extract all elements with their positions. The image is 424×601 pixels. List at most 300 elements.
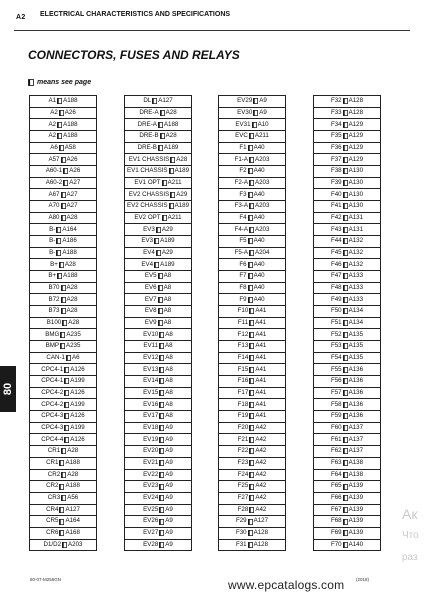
table-row	[30, 131, 96, 143]
book-icon	[64, 367, 69, 373]
chapter-tab	[0, 366, 16, 412]
page-ref-link[interactable]: A130	[348, 178, 364, 186]
page-ref-link[interactable]: A139	[348, 482, 364, 490]
page-ref-link[interactable]: A26	[66, 155, 78, 163]
page-ref-link[interactable]: A9	[165, 447, 173, 455]
book-icon	[159, 343, 164, 349]
connector-code: B-	[49, 248, 56, 256]
page-ref-link[interactable]: A10	[257, 120, 269, 128]
connector-code: DRE-B	[137, 143, 157, 151]
page-ref-link[interactable]: A204	[254, 248, 270, 256]
page-ref-link[interactable]: A128	[253, 529, 269, 537]
table-row	[219, 283, 285, 295]
page-ref-link[interactable]: A9	[165, 540, 173, 548]
page-ref-link[interactable]: A135	[348, 330, 364, 338]
page-ref-link[interactable]: A126	[70, 389, 85, 397]
page-ref-link[interactable]: A8	[165, 377, 173, 385]
page-ref-link[interactable]: A235	[65, 342, 81, 350]
table-row	[219, 224, 285, 236]
page-ref-link[interactable]: A8	[163, 295, 172, 303]
page-title: CONNECTORS, FUSES AND RELAYS	[28, 48, 240, 62]
page-ref-link[interactable]: A29	[161, 248, 173, 256]
page-ref-link[interactable]: A27	[66, 190, 78, 198]
table-row	[219, 341, 285, 353]
page-ref-link[interactable]: A56	[67, 494, 79, 502]
connector-code: DRE-A	[139, 108, 159, 116]
table-row	[314, 294, 380, 306]
book-icon	[159, 519, 164, 525]
page-ref-link[interactable]: A136	[348, 377, 364, 385]
page-ref-link[interactable]: A129	[348, 143, 364, 151]
page-ref-link[interactable]: A126	[70, 365, 85, 373]
connector-code: F8	[239, 283, 247, 291]
page-ref-link[interactable]: A168	[65, 529, 80, 537]
book-icon	[249, 495, 254, 501]
connector-code: EV8	[144, 307, 157, 315]
book-icon	[343, 472, 348, 478]
page-ref-link[interactable]: A129	[348, 132, 364, 140]
connector-code: F29	[235, 517, 247, 525]
page-ref-link[interactable]: A188	[62, 248, 77, 256]
page-ref-link[interactable]: A235	[66, 330, 81, 338]
table-row	[30, 481, 96, 493]
page-ref-link[interactable]: A42	[255, 494, 267, 502]
page-ref-link[interactable]: A41	[255, 412, 267, 420]
table-row	[219, 248, 285, 260]
table-row	[219, 166, 285, 178]
page-ref-link[interactable]: A40	[253, 283, 265, 291]
book-icon	[249, 378, 254, 384]
page-ref-link[interactable]: A8	[165, 354, 173, 362]
table-row	[314, 470, 380, 482]
page-ref-link[interactable]: A211	[254, 132, 269, 140]
header-divider	[14, 30, 410, 31]
page-ref-link[interactable]: A127	[65, 505, 80, 513]
page-ref-link[interactable]: A9	[165, 470, 173, 478]
page-ref-link[interactable]: A28	[165, 132, 177, 140]
page-ref-link[interactable]: A139	[348, 529, 364, 537]
page-ref-link[interactable]: A127	[158, 97, 173, 105]
table-row	[314, 248, 380, 260]
page-ref-link[interactable]: A131	[348, 225, 364, 233]
page-ref-link[interactable]: A188	[63, 97, 78, 105]
page-ref-link[interactable]: A9	[165, 435, 173, 443]
connector-code: F23	[237, 459, 249, 467]
page-ref-link[interactable]: A8	[163, 283, 172, 291]
page-ref-link[interactable]: A40	[253, 237, 265, 245]
table-row	[125, 248, 191, 260]
page-ref-link[interactable]: A9	[165, 494, 173, 502]
page-ref-link[interactable]: A137	[348, 435, 364, 443]
page-ref-link[interactable]: A41	[255, 389, 267, 397]
book-icon	[343, 390, 348, 396]
connector-code: F57	[330, 389, 342, 397]
page-ref-link[interactable]: A28	[66, 295, 78, 303]
table-row	[30, 143, 96, 155]
connector-code: F3	[239, 190, 247, 198]
page-ref-link[interactable]: A42	[255, 435, 267, 443]
book-icon	[159, 437, 164, 443]
page-ref-link[interactable]: A27	[66, 202, 78, 210]
table-row	[30, 283, 96, 295]
page-ref-link[interactable]: A203	[68, 540, 83, 548]
page-ref-link[interactable]: A28	[165, 108, 177, 116]
connector-code: EV11	[143, 342, 159, 350]
page-ref-link[interactable]: A129	[348, 120, 364, 128]
book-icon	[59, 110, 64, 116]
connector-code: EV14	[143, 377, 159, 385]
table-row	[219, 271, 285, 283]
book-icon	[249, 227, 254, 233]
page-ref-link[interactable]: A29	[161, 225, 173, 233]
page-ref-link[interactable]: A203	[254, 202, 270, 210]
table-row	[314, 143, 380, 155]
page-ref-link[interactable]: A9	[165, 482, 173, 490]
table-row	[219, 458, 285, 470]
page-ref-link[interactable]: A41	[255, 330, 267, 338]
connector-code: B100	[46, 319, 62, 326]
page-ref-link[interactable]: A132	[348, 260, 364, 268]
table-row	[314, 353, 380, 365]
book-icon	[248, 542, 253, 548]
table-row	[30, 236, 96, 248]
book-icon	[162, 215, 167, 221]
book-icon	[249, 448, 254, 454]
page-ref-link[interactable]: A136	[348, 365, 364, 373]
page-ref-link[interactable]: A28	[64, 260, 76, 268]
table-row	[314, 119, 380, 131]
page-ref-link[interactable]: A41	[255, 342, 267, 350]
connector-code: BMP	[45, 342, 59, 350]
page-ref-link[interactable]: A135	[348, 354, 364, 362]
page-ref-link[interactable]: A140	[348, 540, 364, 548]
table-row	[219, 213, 285, 225]
page-ref-link[interactable]: A41	[255, 365, 267, 373]
page-ref-link[interactable]: A27	[69, 178, 81, 186]
connector-code: B+	[50, 260, 58, 268]
page-ref-link[interactable]: A189	[174, 202, 190, 210]
table-row	[219, 376, 285, 388]
page-ref-link[interactable]: A203	[254, 178, 270, 186]
connector-code: A80	[48, 213, 60, 221]
page-ref-link[interactable]: A136	[348, 400, 364, 408]
table-row	[30, 540, 96, 552]
table-row	[219, 364, 285, 376]
page-ref-link[interactable]: A40	[253, 143, 265, 151]
page-ref-link[interactable]: A126	[70, 412, 85, 420]
page-ref-link[interactable]: A42	[255, 424, 267, 432]
book-icon	[159, 332, 164, 338]
page-ref-link[interactable]: A188	[63, 120, 78, 128]
table-row	[30, 329, 96, 341]
book-icon	[343, 413, 348, 419]
page-ref-link[interactable]: A199	[70, 377, 85, 385]
book-icon	[248, 519, 253, 525]
table-row	[125, 271, 191, 283]
connector-code: EV1 OPT	[134, 178, 161, 186]
book-icon	[158, 285, 163, 291]
page-ref-link[interactable]: A8	[165, 400, 173, 408]
page-ref-link[interactable]: A8	[165, 330, 173, 338]
connector-code: F15	[237, 365, 249, 373]
page-ref-link[interactable]: A28	[67, 470, 79, 478]
connector-code: F2-A	[234, 178, 248, 186]
page-ref-link[interactable]: A188	[63, 272, 78, 280]
page-ref-link[interactable]: A8	[165, 389, 173, 397]
book-icon	[343, 180, 348, 186]
page-ref-link[interactable]: A41	[255, 319, 267, 326]
page-ref-link[interactable]: A188	[65, 482, 80, 490]
page-ref-link[interactable]: A139	[348, 494, 364, 502]
page-ref-link[interactable]: A203	[254, 155, 270, 163]
page-ref-link[interactable]: A28	[176, 155, 188, 163]
book-icon	[170, 192, 175, 198]
page-ref-link[interactable]: A42	[255, 459, 267, 467]
book-icon	[248, 273, 253, 279]
book-icon	[63, 180, 68, 186]
page-ref-link[interactable]: A28	[66, 307, 78, 315]
page-ref-link[interactable]: A130	[348, 202, 364, 210]
table-row	[125, 224, 191, 236]
page-ref-link[interactable]: A186	[62, 237, 77, 245]
book-icon	[158, 273, 163, 279]
table-row	[30, 96, 96, 108]
page-ref-link[interactable]: A42	[255, 505, 267, 513]
table-row	[30, 294, 96, 306]
page-ref-link[interactable]: A139	[348, 517, 364, 525]
page-ref-link[interactable]: A9	[165, 424, 173, 432]
book-icon	[159, 472, 164, 478]
page-ref-link[interactable]: A9	[259, 97, 267, 105]
table-row	[125, 131, 191, 143]
page-ref-link[interactable]: A137	[348, 424, 364, 432]
book-icon	[343, 332, 348, 338]
page-ref-link[interactable]: A26	[69, 167, 81, 175]
page-ref-link[interactable]: A188	[65, 459, 80, 467]
page-ref-link[interactable]: A133	[348, 295, 364, 303]
page-ref-link[interactable]: A8	[163, 272, 172, 280]
table-row	[219, 540, 285, 552]
connector-code: F56	[330, 377, 342, 385]
book-icon	[159, 390, 164, 396]
page-ref-link[interactable]: A199	[70, 424, 85, 432]
page-ref-link[interactable]: A28	[68, 319, 80, 326]
book-icon	[57, 122, 62, 128]
connector-code: EV10	[143, 330, 159, 338]
table-row	[125, 306, 191, 318]
page-ref-link[interactable]: A8	[163, 307, 172, 315]
page-ref-link[interactable]: A134	[348, 319, 364, 326]
connector-code: CPC4-3	[41, 412, 64, 420]
book-icon	[249, 460, 254, 466]
page-ref-link[interactable]: A41	[255, 354, 267, 362]
page-ref-link[interactable]: A133	[348, 283, 364, 291]
connector-code: F32	[330, 97, 342, 105]
page-ref-link[interactable]: A203	[254, 225, 270, 233]
table-row	[314, 201, 380, 213]
page-ref-link[interactable]: A189	[174, 167, 190, 175]
table-row	[30, 458, 96, 470]
connector-code: EV2 CHASSIS	[128, 190, 170, 198]
page-ref-link[interactable]: A42	[255, 447, 267, 455]
table-row	[314, 528, 380, 540]
page-ref-link[interactable]: A41	[255, 377, 267, 385]
page-ref-link[interactable]: A133	[348, 272, 364, 280]
page-ref-link[interactable]: A138	[348, 459, 364, 467]
connector-code: EVC	[235, 132, 248, 140]
page-ref-link[interactable]: A138	[348, 470, 364, 478]
connector-code: CAN-1	[46, 354, 65, 362]
connector-code: EV16	[143, 400, 159, 408]
page-ref-link[interactable]: A29	[176, 190, 188, 198]
table-row	[314, 259, 380, 271]
book-icon	[64, 390, 69, 396]
table-row	[314, 423, 380, 435]
page-ref-link[interactable]: A8	[163, 319, 172, 326]
page-ref-link[interactable]: A189	[163, 143, 179, 151]
book-icon	[60, 343, 65, 349]
page-ref-link[interactable]: A8	[165, 365, 173, 373]
book-icon	[249, 425, 254, 431]
connector-code: EV3	[143, 225, 155, 233]
book-icon	[343, 402, 348, 408]
connector-code: F5	[239, 237, 247, 245]
table-row	[314, 224, 380, 236]
table-row	[30, 248, 96, 260]
connector-code: F59	[330, 412, 342, 420]
table-row	[30, 470, 96, 482]
page-ref-link[interactable]: A58	[64, 143, 76, 151]
page-ref-link[interactable]: A40	[253, 272, 265, 280]
page-ref-link[interactable]: A131	[348, 213, 364, 221]
page-ref-link[interactable]: A199	[70, 400, 85, 408]
page-ref-link[interactable]: A132	[348, 248, 364, 256]
table-row	[30, 388, 96, 400]
table-row	[30, 259, 96, 271]
book-icon	[158, 122, 163, 128]
connector-code: EV1 CHASSIS	[126, 167, 168, 175]
book-icon	[154, 262, 159, 268]
page-ref-link[interactable]: A40	[253, 213, 265, 221]
book-icon	[343, 215, 348, 221]
page-ref-link[interactable]: A136	[348, 412, 364, 420]
page-ref-link[interactable]: A41	[255, 400, 267, 408]
page-ref-link[interactable]: A130	[348, 190, 364, 198]
page-ref-link[interactable]: A28	[66, 283, 78, 291]
legend	[28, 79, 91, 86]
table-row	[314, 166, 380, 178]
connector-code: F30	[235, 529, 247, 537]
page-ref-link[interactable]: A188	[63, 132, 78, 140]
page-ref-link[interactable]: A9	[165, 529, 173, 537]
page-ref-link[interactable]: A40	[253, 167, 265, 175]
table-row	[314, 540, 380, 552]
table-row	[125, 423, 191, 435]
page-ref-link[interactable]: A127	[253, 517, 269, 525]
table-row	[30, 493, 96, 505]
connector-code: F9	[239, 295, 247, 303]
page-ref-link[interactable]: A9	[165, 517, 173, 525]
table-row	[219, 236, 285, 248]
connector-code: F14	[237, 354, 249, 362]
page-ref-link[interactable]: A135	[348, 342, 364, 350]
page-ref-link[interactable]: A134	[348, 307, 364, 315]
connector-code: EV4	[143, 248, 155, 256]
page-ref-link[interactable]: A128	[253, 540, 269, 548]
page-ref-link[interactable]: A130	[348, 167, 364, 175]
page-ref-link[interactable]: A137	[348, 447, 364, 455]
page-ref-link[interactable]: A6	[72, 354, 80, 362]
book-icon	[61, 285, 66, 291]
table-row	[30, 423, 96, 435]
page-ref-link[interactable]: A41	[255, 307, 267, 315]
page-ref-link[interactable]: A9	[165, 505, 173, 513]
table-row	[30, 318, 96, 330]
book-icon	[343, 285, 348, 291]
page-ref-link[interactable]: A42	[255, 470, 267, 478]
page-ref-link[interactable]: A136	[348, 389, 364, 397]
page-ref-link[interactable]: A26	[64, 108, 76, 116]
table-row	[125, 493, 191, 505]
page-ref-link[interactable]: A8	[165, 342, 173, 350]
book-icon	[159, 402, 164, 408]
page-ref-link[interactable]: A164	[62, 225, 77, 233]
page-ref-link[interactable]: A28	[67, 447, 79, 455]
page-ref-link[interactable]: A211	[167, 213, 182, 221]
page-ref-link[interactable]: A164	[65, 517, 80, 525]
connector-code: EV19	[143, 435, 159, 443]
page-ref-link[interactable]: A126	[70, 435, 85, 443]
page-ref-link[interactable]: A211	[167, 178, 182, 186]
table-row	[219, 143, 285, 155]
page-ref-link[interactable]: A42	[255, 482, 267, 490]
book-icon	[248, 168, 253, 174]
connector-code: F67	[330, 505, 342, 513]
connector-code: EV31	[235, 120, 251, 128]
page-ref-link[interactable]: A189	[160, 260, 175, 268]
page-ref-link[interactable]: A8	[165, 412, 173, 420]
book-icon	[343, 437, 348, 443]
connector-code: CR5	[46, 517, 59, 525]
page-ref-link[interactable]: A40	[253, 190, 265, 198]
page-ref-link[interactable]: A189	[160, 237, 175, 245]
book-icon	[253, 110, 258, 116]
page-ref-link[interactable]: A9	[165, 459, 173, 467]
page-ref-link[interactable]: A132	[348, 237, 364, 245]
page-ref-link[interactable]: A129	[348, 155, 364, 163]
page-ref-link[interactable]: A40	[253, 295, 265, 303]
connector-code: F10	[237, 307, 249, 315]
connector-code: EV17	[143, 412, 159, 420]
connector-code: F5-A	[234, 248, 248, 256]
page-ref-link[interactable]: A139	[348, 505, 364, 513]
page-ref-link[interactable]: A128	[348, 108, 364, 116]
page-ref-link[interactable]: A128	[348, 97, 364, 105]
table-row	[219, 119, 285, 131]
table-row	[30, 189, 96, 201]
table-row	[314, 458, 380, 470]
page-ref-link[interactable]: A188	[163, 120, 179, 128]
table-row	[219, 446, 285, 458]
page-ref-link[interactable]: A40	[253, 260, 265, 268]
table-row	[219, 96, 285, 108]
table-row	[314, 213, 380, 225]
page-ref-link[interactable]: A9	[259, 108, 267, 116]
table-row	[125, 353, 191, 365]
book-icon	[57, 273, 62, 279]
connector-code: B73	[48, 307, 60, 315]
page-ref-link[interactable]: A28	[66, 213, 78, 221]
